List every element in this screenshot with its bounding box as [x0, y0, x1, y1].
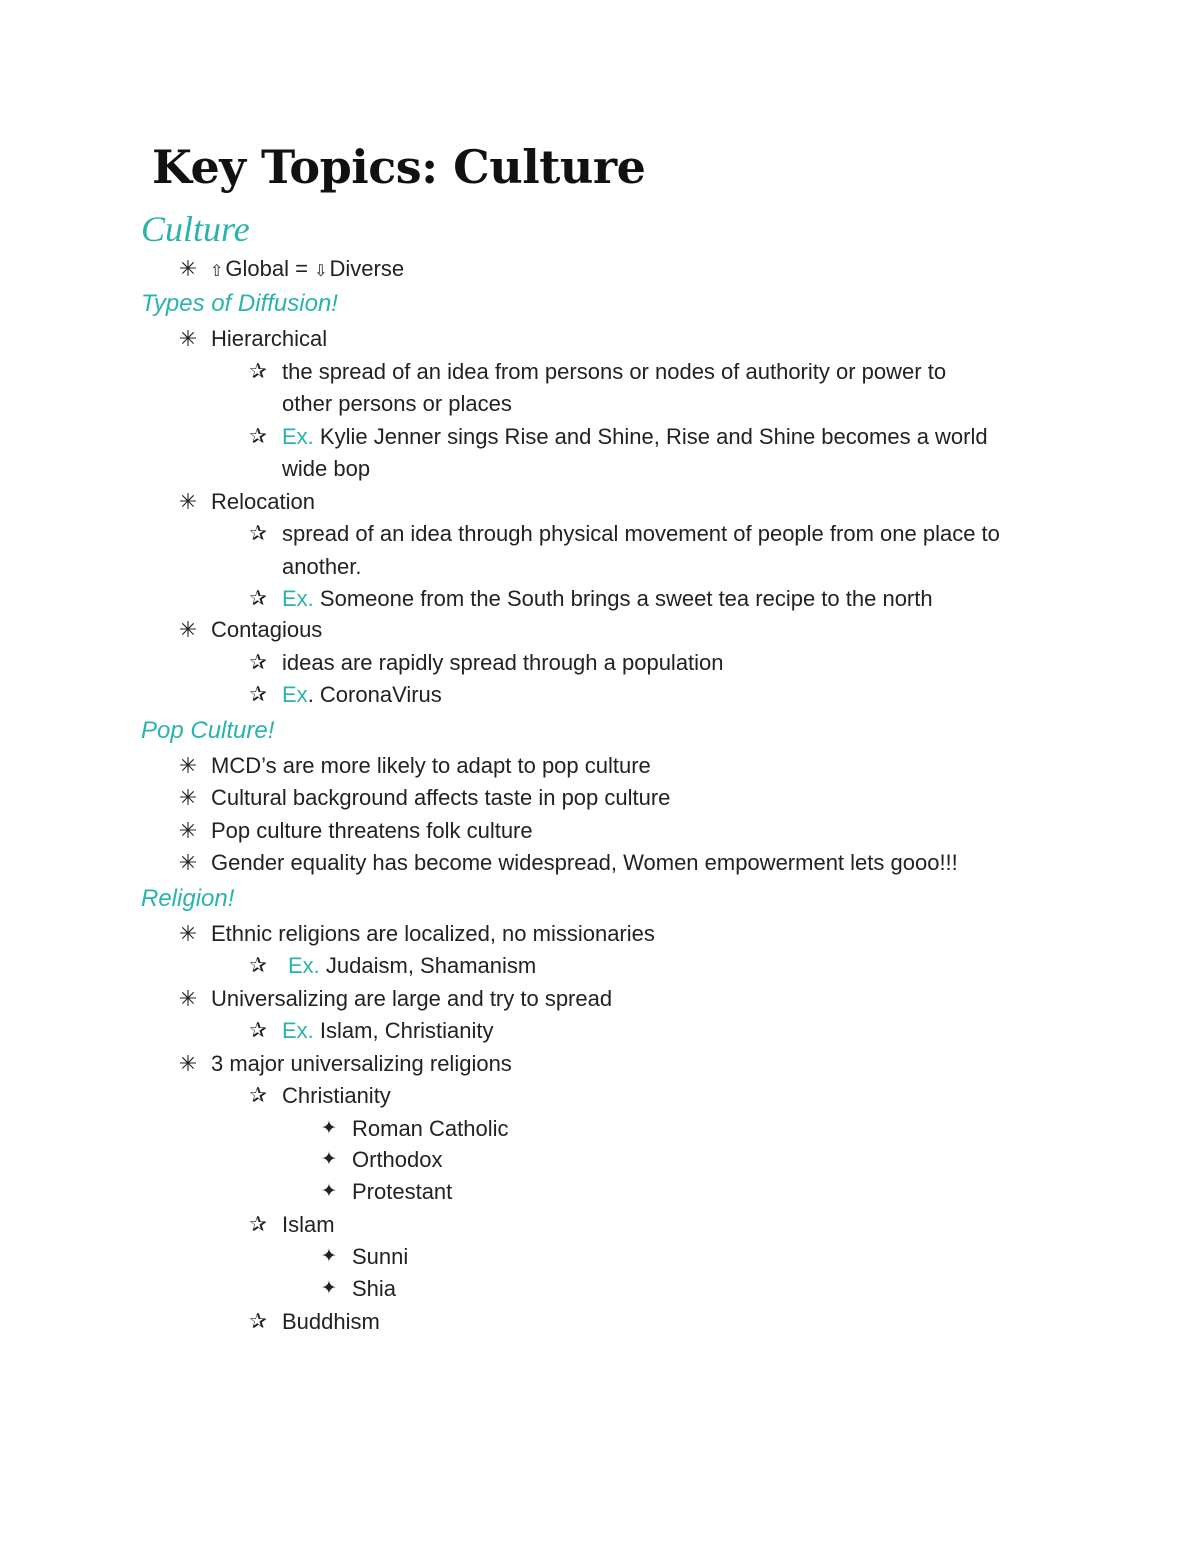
branch-sunni: Sunni: [352, 1244, 409, 1269]
religion-islam: Islam: [282, 1212, 335, 1237]
star-bullet-icon: ✰: [249, 587, 267, 610]
hierarchical-definition-line1: the spread of an idea from persons or nodes of authority or power to: [282, 359, 947, 384]
down-arrow-icon: ⇩: [314, 263, 328, 280]
list-item-hierarchical: Hierarchical: [211, 326, 328, 351]
example-prefix: Ex: [282, 682, 308, 707]
star-bullet-icon: ✰: [249, 954, 267, 977]
list-item: MCD’s are more likely to adapt to pop culture: [211, 753, 651, 778]
document-title: Key Topics: Culture: [152, 140, 646, 194]
section-heading-religion: Religion!: [141, 885, 235, 912]
star-bullet-icon: ✰: [249, 1019, 267, 1042]
asterisk-bullet-icon: ✳: [178, 785, 198, 810]
asterisk-bullet-icon: ✳: [178, 753, 198, 778]
list-item: Pop culture threatens folk culture: [211, 818, 533, 843]
diverse-text: Diverse: [329, 256, 405, 281]
asterisk-bullet-icon: ✳: [178, 1051, 198, 1076]
four-point-star-bullet-icon: ✦: [321, 1278, 337, 1299]
star-bullet-icon: ✰: [249, 522, 267, 545]
contagious-example: [282, 679, 442, 711]
four-point-star-bullet-icon: ✦: [321, 1118, 337, 1139]
list-item-ethnic: Ethnic religions are localized, no missionaries: [211, 921, 655, 946]
hierarchical-definition-line2: other persons or places: [282, 391, 512, 416]
hierarchical-example-line1: [282, 421, 988, 453]
example-prefix: Ex.: [282, 424, 314, 449]
example-text: Judaism, Shamanism: [319, 953, 537, 978]
religion-buddhism: Buddhism: [282, 1309, 380, 1334]
hierarchical-example-line2: wide bop: [282, 456, 371, 481]
asterisk-bullet-icon: ✳: [178, 818, 198, 843]
example-text: Islam, Christianity: [313, 1018, 494, 1043]
example-text: . CoronaVirus: [307, 682, 442, 707]
equals-text: =: [289, 256, 315, 281]
list-item: Cultural background affects taste in pop culture: [211, 785, 671, 810]
star-bullet-icon: ✰: [249, 425, 267, 448]
list-item: Gender equality has become widespread, Women empowerment lets gooo!!!: [211, 850, 958, 875]
section-heading-culture: Culture: [141, 209, 250, 249]
star-bullet-icon: ✰: [249, 1310, 267, 1333]
four-point-star-bullet-icon: ✦: [321, 1149, 337, 1170]
global-text: Global: [225, 256, 289, 281]
asterisk-bullet-icon: ✳: [178, 921, 198, 946]
example-prefix: Ex.: [288, 953, 320, 978]
relocation-example: [282, 583, 933, 615]
example-text: Someone from the South brings a sweet tea recipe to the north: [313, 586, 933, 611]
relocation-definition-line2: another.: [282, 554, 362, 579]
branch-roman-catholic: Roman Catholic: [352, 1116, 509, 1141]
ethnic-example: [288, 950, 536, 982]
example-prefix: Ex.: [282, 586, 314, 611]
asterisk-bullet-icon: ✳: [178, 489, 198, 514]
asterisk-bullet-icon: ✳: [178, 256, 198, 281]
branch-protestant: Protestant: [352, 1179, 453, 1204]
four-point-star-bullet-icon: ✦: [321, 1181, 337, 1202]
star-bullet-icon: ✰: [249, 683, 267, 706]
example-text: Kylie Jenner sings Rise and Shine, Rise and Shine becomes a world: [313, 424, 988, 449]
example-prefix: Ex.: [282, 1018, 314, 1043]
relocation-definition-line1: spread of an idea through physical movement of people from one place to: [282, 521, 1000, 546]
universalizing-example: [282, 1015, 494, 1047]
list-item-relocation: Relocation: [211, 489, 315, 514]
star-bullet-icon: ✰: [249, 1213, 267, 1236]
asterisk-bullet-icon: ✳: [178, 326, 198, 351]
list-item-contagious: Contagious: [211, 617, 323, 642]
contagious-definition: ideas are rapidly spread through a population: [282, 650, 724, 675]
asterisk-bullet-icon: ✳: [178, 850, 198, 875]
list-item-global-diverse: [210, 253, 404, 288]
religion-christianity: Christianity: [282, 1083, 391, 1108]
asterisk-bullet-icon: ✳: [178, 617, 198, 642]
list-item-universalizing: Universalizing are large and try to spread: [211, 986, 613, 1011]
four-point-star-bullet-icon: ✦: [321, 1246, 337, 1267]
section-heading-pop-culture: Pop Culture!: [141, 717, 275, 744]
branch-shia: Shia: [352, 1276, 397, 1301]
branch-orthodox: Orthodox: [352, 1147, 443, 1172]
section-heading-diffusion: Types of Diffusion!: [141, 290, 338, 317]
star-bullet-icon: ✰: [249, 1084, 267, 1107]
star-bullet-icon: ✰: [249, 651, 267, 674]
list-item-major-religions: 3 major universalizing religions: [211, 1051, 512, 1076]
up-arrow-icon: ⇧: [210, 263, 224, 280]
star-bullet-icon: ✰: [249, 360, 267, 383]
asterisk-bullet-icon: ✳: [178, 986, 198, 1011]
